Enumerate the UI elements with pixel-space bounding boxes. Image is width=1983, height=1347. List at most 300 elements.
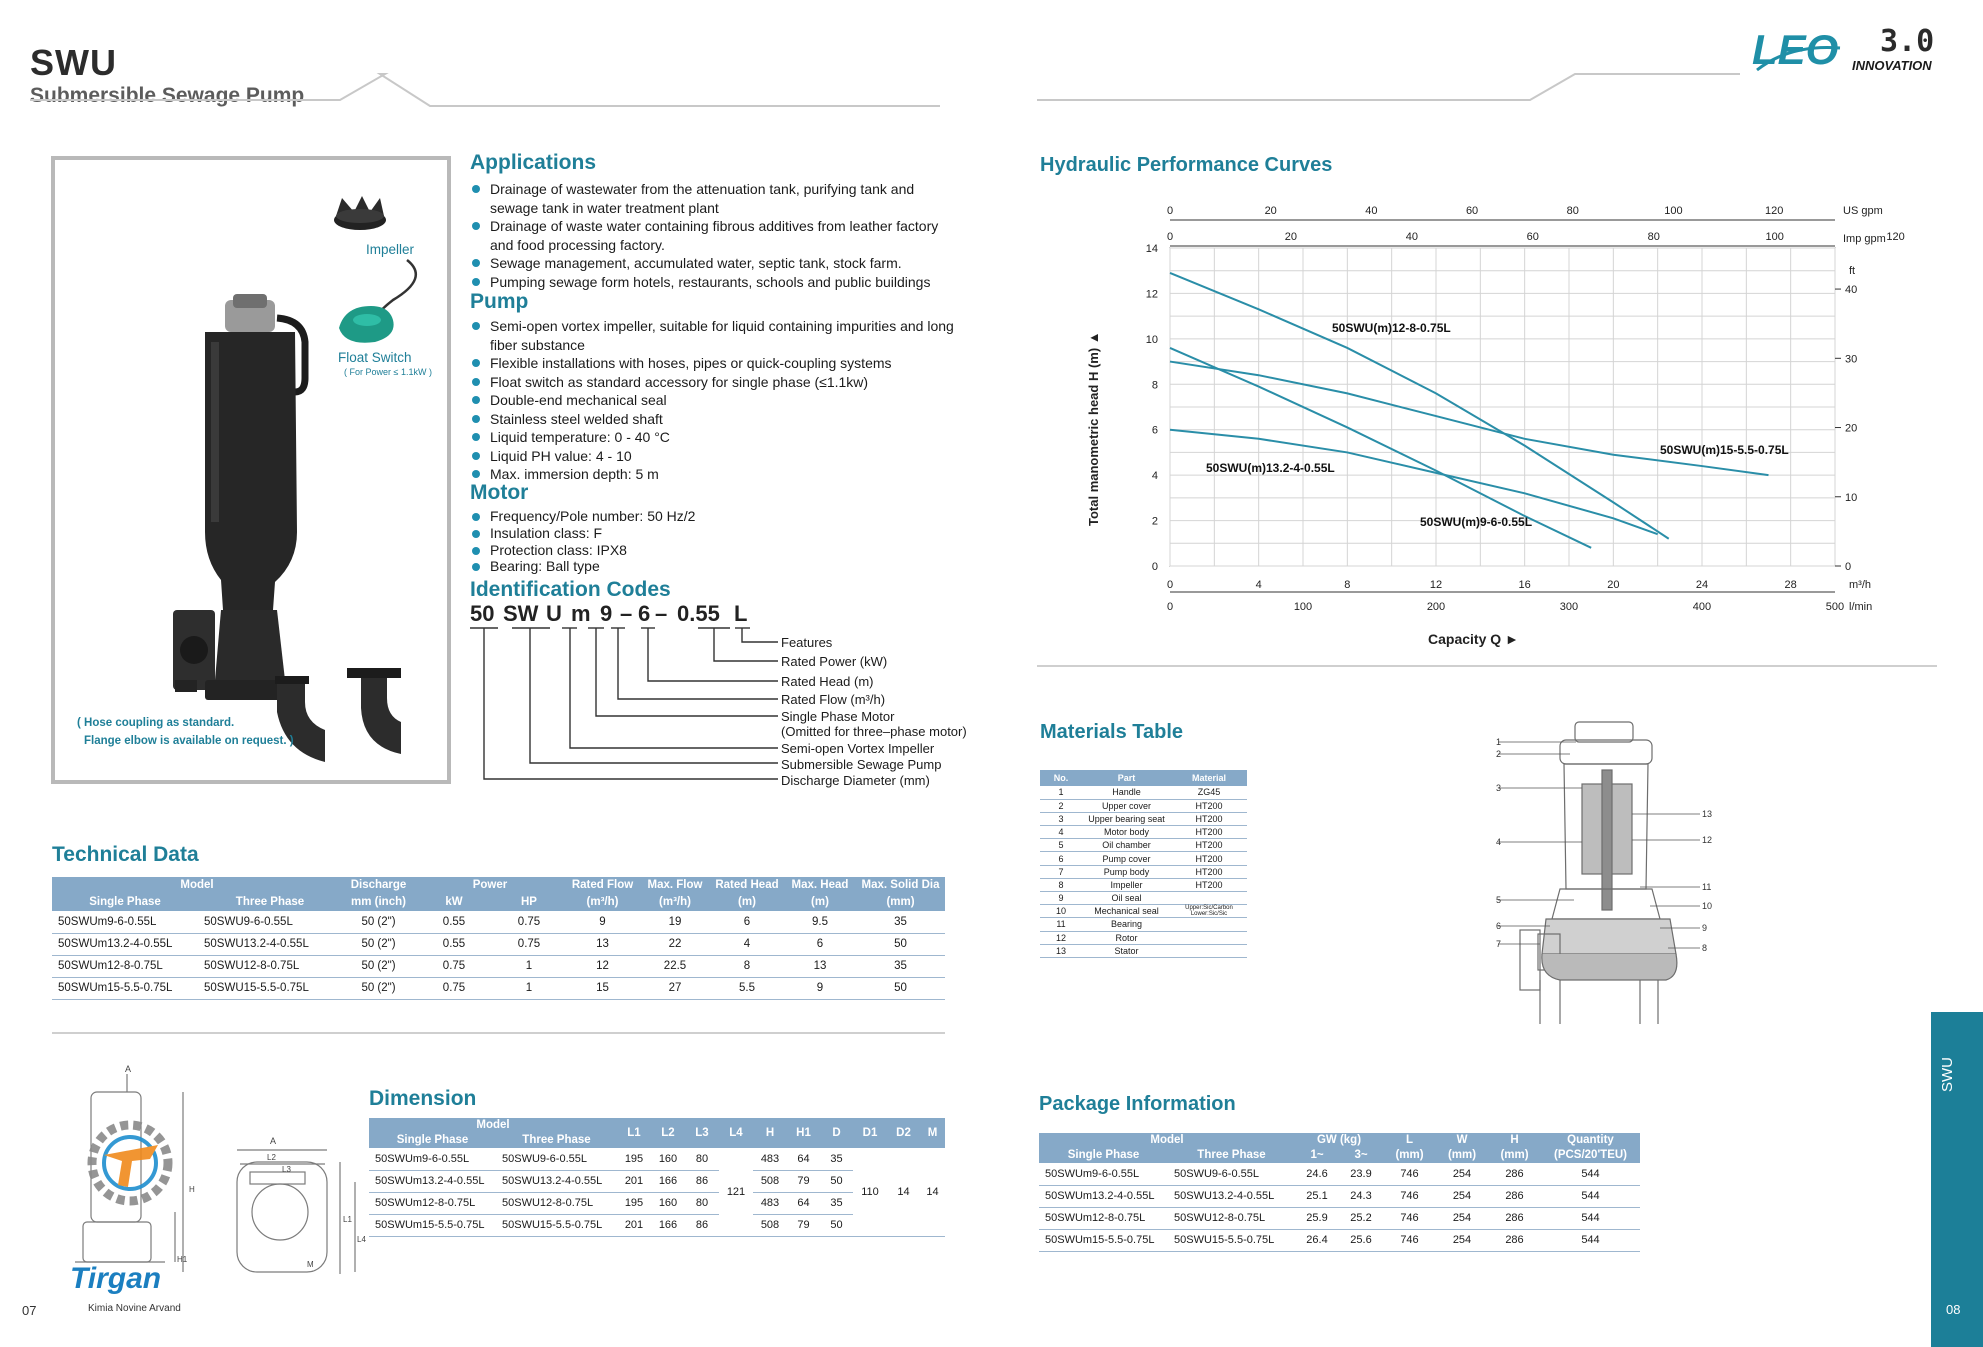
package-row-cell: 746 — [1383, 1229, 1436, 1251]
tech-row-cell: 50SWUm12-8-0.75L — [52, 955, 198, 977]
dimension-row-cell: 121 — [719, 1148, 753, 1236]
y-tick-label: 2 — [1151, 515, 1158, 528]
package-row-cell: 25.9 — [1295, 1207, 1339, 1229]
tech-row-cell: 22.5 — [640, 955, 710, 977]
material-row — [1040, 826, 1247, 839]
dimension-row-cell: 508 — [753, 1170, 787, 1192]
material-row-cell: Oil seal — [1082, 892, 1171, 905]
dimension-row-cell: 50 — [820, 1170, 853, 1192]
package-row-cell: 50SWU13.2-4-0.55L — [1168, 1185, 1295, 1207]
material-row — [1040, 918, 1247, 931]
impgpm-tick-label: 120 — [1886, 231, 1905, 243]
tech-row-cell: 9 — [565, 911, 640, 933]
tech-row-cell: 50SWU13.2-4-0.55L — [198, 933, 342, 955]
pkg-col-w-unit: (mm) — [1436, 1148, 1488, 1163]
mat-col-part: Part — [1082, 770, 1171, 786]
col-solid: Max. Solid Dia — [856, 877, 945, 894]
materials-table — [1040, 770, 1247, 958]
x2-tick-label: 0 — [1166, 601, 1174, 613]
dim-label: H1 — [177, 1255, 188, 1264]
package-row-cell: 50SWU15-5.5-0.75L — [1168, 1229, 1295, 1251]
x-tick-label: 20 — [1607, 579, 1620, 591]
package-row-cell: 50SWU12-8-0.75L — [1168, 1207, 1295, 1229]
ident-label: Rated Head (m) — [781, 674, 874, 689]
material-row-cell: 2 — [1040, 799, 1082, 812]
package-row-cell: 23.9 — [1339, 1163, 1383, 1185]
package-row-cell: 50SWUm9-6-0.55L — [1039, 1163, 1168, 1185]
impgpm-tick-label: 20 — [1284, 231, 1298, 243]
pump-item: Float switch as standard accessory for single phase (≤1.1kw) — [470, 373, 960, 392]
divider — [1037, 665, 1937, 667]
impeller-label: Impeller — [366, 242, 415, 257]
material-row-cell: ZG45 — [1171, 786, 1247, 799]
material-row-cell: HT200 — [1171, 852, 1247, 865]
flange-elbow-image — [347, 668, 401, 754]
dimension-table — [369, 1118, 945, 1237]
material-row-cell — [1171, 931, 1247, 944]
tech-row-cell: 13 — [784, 955, 856, 977]
dimension-row-cell: 166 — [651, 1214, 685, 1236]
y-tick-label: 14 — [1145, 243, 1158, 255]
col-power: Power — [415, 877, 565, 894]
material-row-cell: 7 — [1040, 865, 1082, 878]
tech-row-cell: 50SWUm13.2-4-0.55L — [52, 933, 198, 955]
col-single: Single Phase — [52, 894, 198, 911]
tech-row — [52, 977, 945, 999]
applications-item: sewage tank in water treatment plant — [490, 199, 719, 216]
y-tick-label: 6 — [1151, 424, 1158, 437]
material-row-cell: 6 — [1040, 852, 1082, 865]
tech-row-cell: 0.75 — [493, 933, 565, 955]
impgpm-tick-label: 80 — [1647, 231, 1660, 243]
x-tick-label: 24 — [1695, 579, 1709, 591]
pump-item: Stainless steel welded shaft — [470, 410, 960, 429]
dimension-row-cell: 201 — [617, 1214, 651, 1236]
x-tick-label: 16 — [1518, 579, 1531, 591]
dimension-row-cell: 50SWU12-8-0.75L — [496, 1192, 617, 1214]
pkg-col-qty-unit: (PCS/20'TEU) — [1541, 1148, 1640, 1163]
motor-item: Frequency/Pole number: 50 Hz/2 — [470, 508, 960, 525]
unit-m3h: m³/h — [1849, 579, 1871, 591]
package-row-cell: 254 — [1436, 1163, 1488, 1185]
material-row-cell: 11 — [1040, 918, 1082, 931]
dim-label: A — [125, 1064, 132, 1074]
tech-row-cell: 50SWUm15-5.5-0.75L — [52, 977, 198, 999]
material-row — [1040, 905, 1247, 918]
tech-row-cell: 50 (2") — [342, 955, 415, 977]
col-solid-unit: (mm) — [856, 894, 945, 911]
float-switch-label: Float Switch — [338, 350, 412, 365]
material-row-cell: HT200 — [1171, 878, 1247, 891]
package-row-cell: 544 — [1541, 1207, 1640, 1229]
tech-row-cell: 22 — [640, 933, 710, 955]
usgpm-tick-label: 120 — [1764, 205, 1784, 217]
cutaway-drawing — [1490, 714, 1720, 1034]
dimension-row-cell: 86 — [685, 1170, 719, 1192]
header-lines — [0, 0, 1983, 110]
motor-list — [470, 508, 960, 575]
y2-tick-label: 20 — [1845, 422, 1858, 435]
performance-chart — [1070, 196, 1905, 656]
pkg-col-gw3: 3~ — [1339, 1148, 1383, 1163]
material-row-cell: HT200 — [1171, 826, 1247, 839]
tech-row-cell: 12 — [565, 955, 640, 977]
dimension-row-cell: 160 — [651, 1192, 685, 1214]
material-row — [1040, 944, 1247, 957]
mat-col-material: Material — [1171, 770, 1247, 786]
package-table — [1039, 1133, 1640, 1252]
tech-row-cell: 50 (2") — [342, 933, 415, 955]
x-tick-label: 8 — [1344, 579, 1351, 591]
usgpm-tick-label: 0 — [1166, 205, 1174, 217]
material-row-cell: Stator — [1082, 944, 1171, 957]
dimension-row-cell: 64 — [787, 1192, 820, 1214]
dim-label: A — [270, 1136, 277, 1146]
motor-item: Protection class: IPX8 — [470, 542, 960, 559]
pkg-col-three: Three Phase — [1168, 1148, 1295, 1163]
usgpm-tick-label: 20 — [1264, 205, 1277, 217]
material-row-cell: 13 — [1040, 944, 1082, 957]
col-rated-head: Rated Head — [710, 877, 784, 894]
dimension-row-cell: 483 — [753, 1148, 787, 1170]
dimension-row-cell: 14 — [920, 1148, 945, 1236]
pump-item: fiber substance — [490, 336, 585, 353]
x-tick-label: 12 — [1429, 579, 1443, 591]
brand-version: 3.0 — [1880, 24, 1935, 59]
curve-label: 50SWU(m)15-5.5-0.75L — [1660, 443, 1789, 457]
unit-impgpm: Imp gpm — [1843, 233, 1886, 245]
material-row-cell: Upper cover — [1082, 799, 1171, 812]
material-row-cell: Motor body — [1082, 826, 1171, 839]
side-tab-label: SWU — [1939, 1057, 1956, 1092]
cutaway-number: 13 — [1702, 809, 1713, 819]
x2-tick-label: 300 — [1559, 601, 1579, 613]
dim-col: L1 — [617, 1118, 651, 1148]
usgpm-tick-label: 60 — [1465, 205, 1479, 217]
unit-lmin: l/min — [1849, 601, 1873, 613]
pump-list — [470, 317, 960, 484]
tech-row-cell: 35 — [856, 911, 945, 933]
code-part: 9 — [600, 601, 613, 626]
impeller-image — [334, 196, 386, 230]
dim-col: D1 — [853, 1118, 887, 1148]
motor-item: Insulation class: F — [470, 525, 960, 542]
pkg-col-gw: GW (kg) — [1295, 1133, 1383, 1148]
package-row-cell: 746 — [1383, 1163, 1436, 1185]
code-part: U — [546, 601, 562, 626]
material-row-cell: HT200 — [1171, 839, 1247, 852]
package-row-cell: 254 — [1436, 1229, 1488, 1251]
material-row-cell: HT200 — [1171, 799, 1247, 812]
dimension-row-cell: 50SWUm9-6-0.55L — [369, 1148, 496, 1170]
y2-tick-label: 0 — [1845, 561, 1852, 573]
y-tick-label: 0 — [1151, 561, 1158, 573]
dimension-row-cell: 64 — [787, 1148, 820, 1170]
material-row — [1040, 931, 1247, 944]
dimension-row-cell: 50SWU15-5.5-0.75L — [496, 1214, 617, 1236]
tech-row-cell: 0.55 — [415, 911, 493, 933]
y2-tick-label: 10 — [1845, 491, 1858, 504]
tech-row-cell: 50 — [856, 933, 945, 955]
package-row-cell: 544 — [1541, 1185, 1640, 1207]
x2-tick-label: 400 — [1692, 601, 1712, 613]
dimension-row-cell: 50 — [820, 1214, 853, 1236]
ident-label: Discharge Diameter (mm) — [781, 773, 930, 788]
code-part: m — [571, 601, 591, 626]
pkg-col-single: Single Phase — [1039, 1148, 1168, 1163]
dimension-heading: Dimension — [369, 1087, 477, 1110]
col-rated-flow: Rated Flow — [565, 877, 640, 894]
material-row-cell: Upper bearing seat — [1082, 812, 1171, 825]
impgpm-tick-label: 100 — [1765, 231, 1784, 243]
tech-row-cell: 50SWU15-5.5-0.75L — [198, 977, 342, 999]
curves-heading: Hydraulic Performance Curves — [1040, 154, 1333, 176]
dim-col-model: Model — [369, 1118, 617, 1133]
material-row-cell — [1171, 892, 1247, 905]
col-max-head-unit: (m) — [784, 894, 856, 911]
ident-label: (Omitted for three–phase motor) — [781, 724, 967, 739]
tech-row-cell: 50 (2") — [342, 911, 415, 933]
material-row-cell: Pump cover — [1082, 852, 1171, 865]
dim-col: H — [753, 1118, 787, 1148]
dimension-row — [369, 1148, 945, 1170]
pump-item: Flexible installations with hoses, pipes or quick-coupling systems — [470, 354, 960, 373]
material-row-cell: 10 — [1040, 905, 1082, 918]
tech-row-cell: 9.5 — [784, 911, 856, 933]
tech-row — [52, 933, 945, 955]
dimension-row-cell: 86 — [685, 1214, 719, 1236]
tech-row-cell: 50SWU9-6-0.55L — [198, 911, 342, 933]
package-row-cell: 286 — [1488, 1229, 1541, 1251]
pkg-col-l-unit: (mm) — [1383, 1148, 1436, 1163]
dimension-row-cell: 80 — [685, 1148, 719, 1170]
tech-row-cell: 35 — [856, 955, 945, 977]
tech-row-cell: 27 — [640, 977, 710, 999]
cutaway-number: 12 — [1702, 835, 1713, 845]
x-tick-label: 28 — [1784, 579, 1797, 591]
tech-row-cell: 1 — [493, 977, 565, 999]
col-rated-head-unit: (m) — [710, 894, 784, 911]
dim-label: L4 — [357, 1235, 366, 1244]
package-row-cell: 50SWUm12-8-0.75L — [1039, 1207, 1168, 1229]
cutaway-number: 7 — [1496, 939, 1502, 949]
tech-row-cell: 9 — [784, 977, 856, 999]
curve-line — [1170, 273, 1669, 539]
material-row-cell: Pump body — [1082, 865, 1171, 878]
tech-row-cell: 15 — [565, 977, 640, 999]
materials-heading: Materials Table — [1040, 721, 1184, 743]
pkg-col-gw1: 1~ — [1295, 1148, 1339, 1163]
dimension-row-cell: 195 — [617, 1148, 651, 1170]
watermark-name: Tirgan — [70, 1262, 162, 1295]
col-three: Three Phase — [198, 894, 342, 911]
material-row-cell: Mechanical seal — [1082, 905, 1171, 918]
tech-row-cell: 6 — [784, 933, 856, 955]
y-tick-label: 10 — [1145, 333, 1158, 346]
side-tab — [1931, 1012, 1983, 1347]
hose-coupling-image — [275, 676, 325, 762]
material-row-cell: Upper:Sic/Carbon Lower:Sic/Sic — [1171, 905, 1247, 918]
unit-ft: ft — [1849, 265, 1856, 277]
cutaway-number: 6 — [1496, 921, 1502, 931]
pump-item: Liquid temperature: 0 - 40 °C — [470, 428, 960, 447]
tech-row — [52, 911, 945, 933]
dimension-row-cell: 80 — [685, 1192, 719, 1214]
curve-label: 50SWU(m)13.2-4-0.55L — [1206, 461, 1335, 475]
tech-row-cell: 0.75 — [415, 977, 493, 999]
material-row — [1040, 812, 1247, 825]
package-heading: Package Information — [1039, 1093, 1236, 1115]
tech-row-cell: 50 (2") — [342, 977, 415, 999]
code-part: L — [734, 601, 748, 626]
unit-usgpm: US gpm — [1843, 205, 1883, 217]
cutaway-number: 1 — [1496, 737, 1502, 747]
package-row-cell: 50SWUm15-5.5-0.75L — [1039, 1229, 1168, 1251]
pkg-col-qty: Quantity — [1541, 1133, 1640, 1148]
brand-innovation: INNOVATION — [1852, 58, 1932, 73]
tech-row-cell: 5.5 — [710, 977, 784, 999]
package-row-cell: 254 — [1436, 1185, 1488, 1207]
code-part: – — [620, 601, 633, 626]
tech-row-cell: 0.75 — [493, 911, 565, 933]
ident-leader-lines — [460, 620, 790, 790]
dimension-row-cell: 50SWUm12-8-0.75L — [369, 1192, 496, 1214]
y-tick-label: 4 — [1151, 470, 1158, 483]
ident-label: Features — [781, 635, 833, 650]
motor-heading: Motor — [470, 481, 529, 504]
page-title: SWU — [30, 42, 117, 83]
y-tick-label: 12 — [1145, 288, 1158, 301]
applications-item: Drainage of waste water containing fibrous additives from leather factory — [470, 217, 960, 236]
applications-item: and food processing factory. — [490, 236, 665, 253]
code-part: SW — [503, 601, 539, 626]
package-row — [1039, 1207, 1640, 1229]
ident-label: Rated Power (kW) — [781, 654, 888, 669]
material-row-cell: 8 — [1040, 878, 1082, 891]
dim-col: H1 — [787, 1118, 820, 1148]
material-row-cell: 12 — [1040, 931, 1082, 944]
package-row-cell: 746 — [1383, 1207, 1436, 1229]
dim-col: L4 — [719, 1118, 753, 1148]
package-row-cell: 50SWUm13.2-4-0.55L — [1039, 1185, 1168, 1207]
watermark-gear-icon — [70, 1115, 190, 1225]
dim-label: L1 — [343, 1215, 352, 1224]
tech-row-cell: 6 — [710, 911, 784, 933]
material-row-cell: HT200 — [1171, 812, 1247, 825]
package-row-cell: 254 — [1436, 1207, 1488, 1229]
package-row-cell: 26.4 — [1295, 1229, 1339, 1251]
col-discharge-unit: mm (inch) — [342, 894, 415, 911]
package-row — [1039, 1229, 1640, 1251]
applications-item: Drainage of wastewater from the attenuation tank, purifying tank and — [470, 180, 960, 199]
dimension-row-cell: 508 — [753, 1214, 787, 1236]
package-row-cell: 24.6 — [1295, 1163, 1339, 1185]
material-row-cell: Rotor — [1082, 931, 1171, 944]
col-max-head: Max. Head — [784, 877, 856, 894]
impgpm-tick-label: 40 — [1405, 231, 1418, 243]
x2-tick-label: 200 — [1426, 601, 1446, 613]
x2-tick-label: 100 — [1293, 601, 1313, 613]
dimension-row-cell: 50SWUm15-5.5-0.75L — [369, 1214, 496, 1236]
col-model: Model — [52, 877, 342, 894]
package-row-cell: 544 — [1541, 1163, 1640, 1185]
pkg-col-h-unit: (mm) — [1488, 1148, 1541, 1163]
ident-label: Rated Flow (m³/h) — [781, 692, 886, 707]
dim-label: H — [189, 1185, 195, 1194]
y-tick-label: 8 — [1151, 379, 1158, 392]
code-part: 6 — [638, 601, 651, 626]
cutaway-number: 10 — [1702, 901, 1713, 911]
usgpm-tick-label: 80 — [1566, 205, 1579, 217]
cutaway-number: 9 — [1702, 923, 1708, 933]
tech-row-cell: 0.55 — [415, 933, 493, 955]
material-row — [1040, 865, 1247, 878]
code-part: – — [655, 601, 668, 626]
curve-line — [1170, 362, 1769, 476]
divider — [52, 1032, 945, 1034]
material-row-cell: 4 — [1040, 826, 1082, 839]
package-row — [1039, 1185, 1640, 1207]
material-row — [1040, 852, 1247, 865]
pump-item: Semi-open vortex impeller, suitable for liquid containing impurities and long — [470, 317, 960, 336]
col-discharge: Discharge — [342, 877, 415, 894]
dim-label: M — [307, 1260, 314, 1269]
cutaway-number: 8 — [1702, 943, 1708, 953]
dimension-row-cell: 50SWU13.2-4-0.55L — [496, 1170, 617, 1192]
dimension-row-cell: 35 — [820, 1192, 853, 1214]
dimension-row-cell: 14 — [887, 1148, 920, 1236]
dim-col-single: Single Phase — [369, 1133, 496, 1148]
x2-tick-label: 500 — [1825, 601, 1845, 613]
float-switch-image — [339, 306, 394, 343]
material-row-cell: HT200 — [1171, 865, 1247, 878]
package-row-cell: 24.3 — [1339, 1185, 1383, 1207]
tech-heading: Technical Data — [52, 843, 199, 866]
pump-heading: Pump — [470, 290, 529, 313]
page-number-left: 07 — [22, 1303, 37, 1318]
dim-col: D2 — [887, 1118, 920, 1148]
pump-item: Liquid PH value: 4 - 10 — [470, 447, 960, 466]
package-row — [1039, 1163, 1640, 1185]
material-row-cell: 1 — [1040, 786, 1082, 799]
material-row-cell: Handle — [1082, 786, 1171, 799]
dim-label: L3 — [282, 1165, 291, 1174]
tech-row-cell: 0.75 — [415, 955, 493, 977]
package-row-cell: 746 — [1383, 1185, 1436, 1207]
pkg-col-l: L — [1383, 1133, 1436, 1148]
tech-row-cell: 19 — [640, 911, 710, 933]
y-axis-title: Total manometric head H (m) ▲ — [1086, 331, 1101, 526]
applications-list — [470, 180, 960, 291]
code-part: 50 — [470, 601, 495, 626]
code-part: 0.55 — [677, 601, 720, 626]
dimension-row-cell: 50SWU9-6-0.55L — [496, 1148, 617, 1170]
dimension-row-cell: 195 — [617, 1192, 651, 1214]
package-row-cell: 544 — [1541, 1229, 1640, 1251]
tech-row-cell: 8 — [710, 955, 784, 977]
material-row-cell: 5 — [1040, 839, 1082, 852]
page-number-right: 08 — [1946, 1302, 1961, 1317]
brand-logo: LEO — [1752, 26, 1839, 73]
col-rated-flow-unit: (m³/h) — [565, 894, 640, 911]
material-row-cell — [1171, 944, 1247, 957]
dimension-row-cell: 160 — [651, 1148, 685, 1170]
pump-item: Double-end mechanical seal — [470, 391, 960, 410]
page-subtitle: Submersible Sewage Pump — [30, 84, 305, 107]
dim-col: D — [820, 1118, 853, 1148]
hose-note-line1: ( Hose coupling as standard. — [77, 717, 235, 729]
material-row-cell: Bearing — [1082, 918, 1171, 931]
